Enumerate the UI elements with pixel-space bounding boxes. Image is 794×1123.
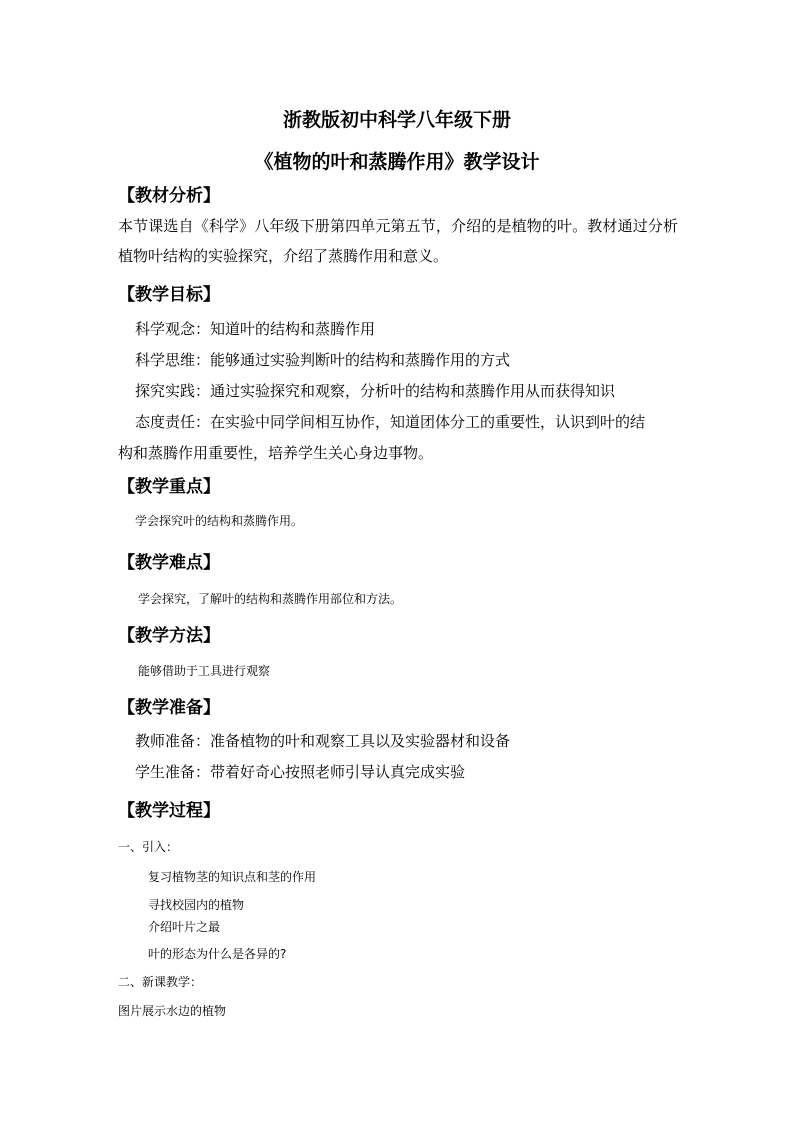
goal-item-4-line-1: 态度责任：在实验中同学间相互协作，知道团体分工的重要性，认识到叶的结 xyxy=(135,413,646,431)
heading-methods: 【教学方法】 xyxy=(118,626,220,646)
key-points-text: 学会探究叶的结构和蒸腾作用。 xyxy=(135,514,304,528)
list-item: 介绍叶片之最 xyxy=(148,920,221,934)
heading-preparation: 【教学准备】 xyxy=(118,698,220,718)
goal-item-1: 科学观念：知道叶的结构和蒸腾作用 xyxy=(135,320,376,338)
methods-text: 能够借助于工具进行观察 xyxy=(138,664,271,678)
heading-process: 【教学过程】 xyxy=(118,801,220,821)
preparation-student: 学生准备：带着好奇心按照老师引导认真完成实验 xyxy=(135,763,466,781)
goal-item-3: 探究实践：通过实验探究和观察，分析叶的结构和蒸腾作用从而获得知识 xyxy=(135,382,616,400)
analysis-text: 本节课选自《科学》八年级下册第四单元第五节，介绍的是植物的叶。教材通过分析植物叶结构的实验探究，介绍了蒸腾作用和意义。 xyxy=(118,217,678,265)
heading-goals: 【教学目标】 xyxy=(118,285,220,305)
list-item: 叶的形态为什么是各异的? xyxy=(148,947,287,961)
list-item: 寻找校园内的植物 xyxy=(148,898,245,912)
title-line-1: 浙教版初中科学八年级下册 xyxy=(282,109,511,131)
process-new-text: 图片展示水边的植物 xyxy=(118,1004,227,1018)
goal-item-4-line-2: 构和蒸腾作用重要性，培养学生关心身边事物。 xyxy=(118,444,434,462)
preparation-teacher: 教师准备：准备植物的叶和观察工具以及实验器材和设备 xyxy=(135,732,511,750)
difficulties-text: 学会探究，了解叶的结构和蒸腾作用部位和方法。 xyxy=(138,592,403,606)
process-intro-label: 一、引入： xyxy=(118,840,179,854)
heading-analysis: 【教材分析】 xyxy=(118,186,220,206)
list-item: 复习植物茎的知识点和茎的作用 xyxy=(148,870,317,884)
title-line-2: 《植物的叶和蒸腾作用》教学设计 xyxy=(254,151,540,173)
heading-difficulties: 【教学难点】 xyxy=(118,553,220,573)
goal-item-2: 科学思维：能够通过实验判断叶的结构和蒸腾作用的方式 xyxy=(135,351,511,369)
heading-key-points: 【教学重点】 xyxy=(118,477,220,497)
process-new-label: 二、新课教学： xyxy=(118,975,203,989)
